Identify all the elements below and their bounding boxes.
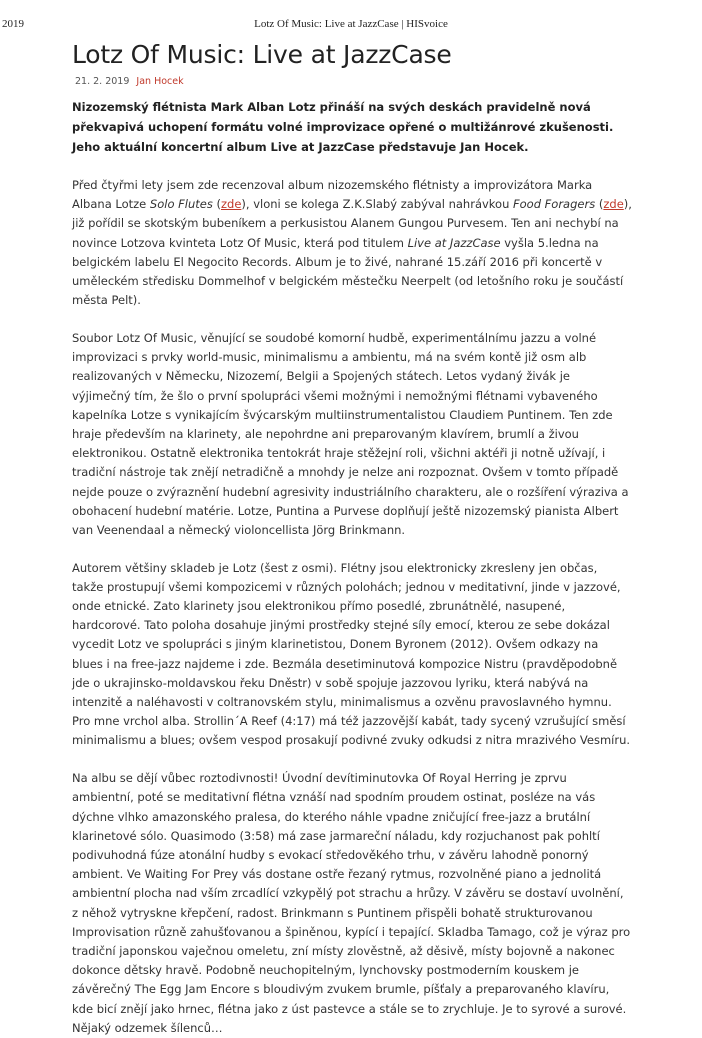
p1-text-5: ), již pořídil se skotským bubeníkem a perkusistou Alanem Gungou Purvesem. Ten ani nechybí na novince Lotzova kvinteta Lotz Of Music, která pod titulem: [72, 197, 632, 250]
paragraph-1: [72, 176, 632, 310]
paragraph-3: Autorem většiny skladeb je Lotz (šest z osmi). Flétny jsou elektronicky zkresleny jen občas, takže prostupují všemi kompozicemi v různých polohách; jednou v meditativní, jinde v jazzové, onde etnické. Zato klarinety jsou elektronikou přímo posedlé, zbrunátnělé, nasupené, hardcorové. Tato poloha dosahuje jinými prostředky stejné síly emocí, kterou ze sebe dokázal vycedit Lotz ve spolupráci s jiným klarinetistou, Donem Byronem (2012). Ovšem odkazy na blues i na free-jazz najdeme i zde. Bezmála desetiminutová kompozice Nistru (pravděpodobně jde o ukrajinsko-moldavskou řeku Dněstr) v sobě spojuje jazzovou lyriku, která nabývá na intenzitě a naléhavosti v coltranovském stylu, minimalismus a ozvěnu pravoslavného hymnu. Pro mne vrchol alba. Strollin´A Reef (4:17) má též jazzovější kabát, tady sycený vzrušující směsí minimalismu a blues; ovšem vespod prosakují podivné zvuky odkudsi z nitra mrazivého Vesmíru.: [72, 560, 631, 748]
p1-text-6: vyšla 5.ledna na belgickém labelu El Negocito Records. Album je to živé, nahrané 15.září 2016 při koncertě v uměleckém středisku Dommelhof v belgickém městečku Neerpelt (od letošního roku je součástí města Pelt).: [72, 235, 624, 308]
article-lead: Nizozemský flétnista Mark Alban Lotz přináší na svých deskách pravidelně nová překvapivá uchopení formátu volné improvizace opřené o multižánrové zkušenosti. Jeho aktuální koncertní album Live at JazzCase představuje Jan Hocek.: [72, 100, 614, 154]
article-date: 21. 2. 2019: [75, 76, 130, 87]
paragraph-2: Soubor Lotz Of Music, věnující se soudobé komorní hudbě, experimentálnímu jazzu a volné improvizaci s prvky world-music, minimalismu a ambientu, má na svém kontě již osm alb realizovaných v Německu, Nizozemí, Belgii a Spojených státech. Letos vydaný živák je výjimečný tím, že šlo o první spolupráci všemi možnými i nemožnými flétnami vybaveného kapelníka Lotze s vynikajícím švýcarským multiinstrumentalistou Claudiem Puntinem. Ten zde hraje především na klarinety, ale nepohrdne ani preparovaným klavírem, brumlí a živou elektronikou. Ostatně elektronika tentokrát hraje stěžejní roli, všichni aktéři ji notně užívají, i tradiční nástroje tak znějí netradičně a mnohdy je nelze ani rozpoznat. Ovšem v tomto případě nejde pouze o zvýraznění hudební agresivity industriálního charakteru, ale o rozšíření výraziva a obohacení hudební matérie. Lotze, Puntina a Purvese doplňují ještě nizozemský pianista Albert van Veenendaal a německý violoncellista Jörg Brinkmann.: [72, 330, 629, 537]
print-header: [0, 18, 702, 34]
author-link[interactable]: Jan Hocek: [136, 76, 184, 87]
review-link-solo-flutes[interactable]: zde: [220, 197, 242, 212]
print-date: 2019: [2, 18, 24, 30]
paragraph-4: Na albu se dějí vůbec roztodivnosti! Úvodní devítiminutovka Of Royal Herring je zprvu ambientní, poté se meditativní flétna vznáší nad spodním proudem ostinat, posléze na vás dýchne vlhko amazonského pralesa, do kterého náhle vpadne zničující free-jazz a brutální klarinetové sólo. Quasimodo (3:58) má zase jarmareční náladu, kdy rozjuchanost pak pohltí podivuhodná fúze atonální hudby s evokací středověkého trhu, v závěru lahodně ponorný ambient. Ve Waiting For Prey vás dostane ostře řezaný rytmus, rozvolněné piano a jednolitá ambientní plocha nad vším zrcadlící vzkypělý pot strachu a hrůzy. V závěru se dostaví uvolnění, z něhož vytryskne křepčení, radost. Brinkmann s Puntinem přispěli bohatě strukturovanou Improvisation různě zahušťovanou a špiněnou, kypící i tepající. Skladba Tamago, což je výraz pro tradiční japonskou vaječnou omeletu, zní místy zlověstně, až děsivě, místy bojovně a nakonec dokonce dětsky hravě. Podobně neuchopitelným, lynchovsky postmoderním kouskem je závěrečný The Egg Jam Encore s bloudivým zvukem brumle, píšťaly a preparovaného klavíru, kde bicí znějí jako hrnec, flétna jako z úst pastevce a stále se to zrychluje. Je to syrové a surové. Nějaký odzemek šílenců…: [72, 771, 631, 1035]
article-meta: [75, 76, 632, 87]
p1-text-2: (: [212, 197, 221, 212]
p1-text-1: Před čtyřmi lety jsem zde recenzoval album nizozemského flétnisty a improvizátora Marka Albana Lotze: [72, 178, 593, 212]
print-page-title: Lotz Of Music: Live at JazzCase | HISvoice: [254, 18, 448, 30]
review-link-food-foragers[interactable]: zde: [603, 197, 624, 212]
album-title-live-at-jazzcase: Live at JazzCase: [407, 235, 501, 250]
p1-text-4: (: [595, 197, 604, 212]
article: [72, 38, 632, 1038]
album-title-food-foragers: Food Foragers: [513, 197, 596, 212]
article-title: Lotz Of Music: Live at JazzCase: [72, 40, 452, 69]
p1-text-3: ), vloni se kolega Z.K.Slabý zabýval nahrávkou: [241, 197, 514, 212]
album-title-solo-flutes: Solo Flutes: [149, 197, 213, 212]
